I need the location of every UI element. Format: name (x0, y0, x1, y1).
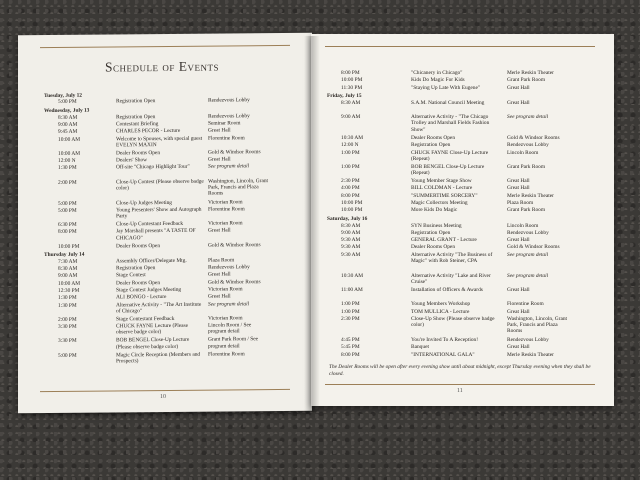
event-time: 1:00 PM (341, 163, 360, 170)
event-time: 8:00 PM (58, 229, 77, 236)
event-location: Rendezvous Lobby (507, 229, 549, 236)
event-location: Lincoln Room / See program detail (208, 322, 252, 336)
event-title: Young Member Stage Show (411, 178, 472, 185)
event-location: Great Hall (507, 84, 530, 91)
event-title: ALI BONGO - Lecture (116, 294, 167, 301)
event-title: Off-site "Chicago Highlight Tour" (116, 164, 190, 171)
bottom-rule (40, 389, 290, 392)
event-title: Alternative Activity "Lake and River Cruise" (411, 272, 491, 286)
page-number-left: 10 (160, 393, 166, 401)
event-title: "INTERNATIONAL GALA" (411, 351, 475, 358)
event-title: GENERAL GRANT - Lecture (411, 237, 477, 244)
top-rule (40, 45, 290, 48)
event-title: Alternative Activity "The Business of Magic" with Rob Steiner, CPA (411, 251, 493, 264)
event-time: 2:00 PM (58, 316, 77, 323)
event-time: 9:30 AM (341, 244, 361, 251)
event-location: Florentine Room (507, 301, 544, 308)
event-title: Close-Up Contestant Feedback (116, 220, 184, 228)
event-title: You're Invited To A Reception! (411, 336, 479, 343)
event-title: Young Presenters' Show and Autograph Party (116, 206, 202, 220)
day-heading: Wednesday, July 13 (44, 107, 90, 115)
event-time: 8:30 AM (341, 99, 361, 106)
event-time: 10:00 PM (58, 243, 80, 250)
event-location: Florentine Room (208, 206, 245, 213)
event-location: Rendezvous Lobby (208, 97, 250, 105)
event-time: 6:30 PM (58, 221, 77, 229)
event-location: Great Hall (208, 227, 231, 235)
event-title: Welcome to Spouses, with special guest EVELYN MAXIN (116, 135, 203, 149)
event-time: 9:00 AM (58, 273, 78, 280)
event-time: 12:00 N (341, 142, 359, 149)
event-time: 10:00 AM (58, 136, 81, 143)
page-title: Schedule of Events (105, 58, 220, 75)
day-heading: Tuesday, July 12 (44, 92, 82, 100)
event-location: Plaza Room (507, 200, 534, 206)
event-time: 5:00 PM (58, 352, 77, 359)
event-time: 1:30 PM (58, 302, 77, 309)
event-title: Dealers' Show (116, 157, 148, 164)
day-heading: Friday, July 15 (327, 93, 362, 100)
bottom-rule-right (325, 384, 595, 385)
event-time: 3:30 PM (58, 323, 77, 331)
event-time: 8:00 PM (341, 192, 360, 199)
event-location: Great Hall (507, 178, 530, 185)
event-title: Jay Marshall presents "A TASTE OF CHICAGO" (116, 228, 196, 242)
event-location: Florentine Room (208, 134, 245, 142)
event-time: 8:30 AM (58, 114, 78, 121)
event-title: Registration Open (116, 113, 156, 121)
event-time: 1:30 PM (58, 295, 77, 302)
event-title: Registration Open (116, 265, 156, 272)
event-location: Seminar Room (208, 120, 241, 127)
event-location: See program detail (208, 300, 250, 308)
event-time: 2:30 PM (341, 178, 360, 185)
event-title: Contestant Briefing (116, 120, 159, 128)
event-time: 10:00 AM (58, 280, 81, 287)
event-location: Lincoln Room (507, 222, 539, 229)
event-title: CHARLES PECOR - Lecture (116, 128, 181, 135)
event-time: 10:30 AM (341, 135, 364, 142)
event-location: Florentine Room (208, 350, 245, 358)
event-title: S.A.M. National Council Meeting (411, 99, 485, 106)
event-title: More Kids Do Magic (411, 207, 458, 214)
event-time: 1:00 PM (341, 149, 360, 156)
book-gutter (304, 36, 320, 412)
event-location: Gold & Windsor Rooms (208, 148, 261, 156)
event-time: 4:45 PM (341, 336, 360, 343)
event-location: See program detail (208, 163, 250, 170)
event-location: Grant Park Room / See program detail (208, 336, 259, 350)
event-time: 11:30 PM (341, 84, 363, 91)
event-time: 5:45 PM (341, 344, 360, 351)
event-location: Washington, Lincoln, Grant Park, Francis and Plaza Rooms (507, 315, 568, 335)
event-title: Close-Up Show (Please observe badge color) (411, 315, 495, 329)
event-title: Dealer Rooms Open (411, 244, 456, 251)
event-title: Registration Open (411, 229, 451, 236)
event-time: 1:30 PM (58, 165, 77, 172)
event-time: 9:00 AM (58, 121, 78, 128)
event-title: Magic Collectors Meeting (411, 200, 468, 206)
event-time: 12:30 PM (58, 287, 80, 294)
event-location: Merle Reskin Theater (507, 192, 554, 199)
event-location: Lincoln Room (507, 149, 539, 156)
event-location: See program detail (507, 114, 549, 120)
event-location: Merle Reskin Theater (507, 351, 554, 358)
event-title: Stage Contestant Feedback (116, 315, 175, 323)
event-time: 9:30 AM (341, 251, 361, 258)
event-title: BOB BENGEL Close-Up Lecture (Please observe badge color) (116, 337, 190, 351)
event-location: Gold & Windsor Rooms (507, 135, 560, 142)
event-time: 9:45 AM (58, 128, 78, 136)
event-title: "Staying Up Late With Eugene" (411, 84, 481, 91)
event-location: Rendezvous Lobby (208, 264, 250, 271)
event-title: Stage Contest Judges Meeting (116, 286, 182, 294)
event-time: 10:00 PM (341, 77, 363, 84)
event-time: 1:00 PM (341, 308, 360, 315)
event-title: Close-Up Judges Meeting (116, 199, 172, 207)
event-location: Great Hall (208, 271, 231, 279)
event-time: 2:00 PM (58, 179, 77, 186)
right-page (311, 34, 614, 406)
event-location: Victorian Room (208, 286, 243, 293)
event-title: "SUMMERTIME SORCERY" (411, 192, 478, 199)
event-time: 8:30 AM (341, 222, 361, 229)
event-title: Young Members Workshop (411, 301, 471, 308)
event-title: "Chicanery in Chicago" (411, 70, 463, 76)
event-title: Stage Contest (116, 272, 146, 279)
event-location: Great Hall (208, 156, 231, 163)
event-time: 12:00 N (58, 157, 76, 164)
event-title: Installation of Officers & Awards (411, 287, 483, 293)
event-time: 2:30 PM (341, 315, 360, 322)
event-location: Washington, Lincoln, Grant Park, Francis and Plaza Rooms (208, 177, 269, 197)
left-page (18, 33, 312, 414)
event-title: CHUCK FAYNE Lecture (Please observe badge color) (116, 322, 189, 336)
event-location: Victorian Room (208, 220, 243, 227)
event-time: 5:00 PM (58, 207, 77, 214)
event-location: Gold & Windsor Rooms (507, 244, 560, 251)
event-time: 3:30 PM (58, 338, 77, 345)
event-time: 4:00 PM (341, 185, 360, 192)
event-location: Great Hall (507, 287, 530, 293)
event-location: See program detail (507, 272, 549, 279)
event-location: Victorian Room (208, 198, 243, 206)
event-time: 9:00 AM (341, 229, 361, 236)
event-time: 8:30 AM (58, 265, 78, 273)
event-location: Gold & Windsor Rooms (208, 278, 261, 286)
event-time: 5:00 PM (58, 200, 77, 207)
page-number-right: 11 (457, 388, 463, 394)
event-location: Rendezvous Lobby (507, 336, 549, 343)
event-location: Great Hall (208, 127, 231, 134)
event-title: Registration Open (116, 98, 156, 105)
event-location: Grant Park Room (507, 163, 546, 170)
event-title: BOB BENGEL Close-Up Lecture (Repeat) (411, 163, 485, 177)
event-title: CHUCK FAYNE Close-Up Lecture (Repeat) (411, 149, 489, 162)
event-title: Dealer Rooms Open (116, 279, 161, 287)
event-title: Registration Open (411, 142, 451, 149)
event-title: Dealer Rooms Open (411, 135, 456, 142)
event-title: Magic Circle Reception (Members and Prospects) (116, 351, 201, 365)
dealer-rooms-footnote: The Dealer Rooms will be open after every evening show until about midnight, except Thursday evening when they shall be closed. (329, 364, 591, 377)
event-time: 10:00 PM (341, 200, 363, 206)
program-booklet (18, 26, 618, 414)
event-title: Kids Do Magic For Kids (411, 77, 465, 84)
event-location: Gold & Windsor Rooms (208, 241, 261, 249)
event-title: Alternative Activity - "The Art Institute of Chicago" (116, 301, 202, 315)
event-time: 8:00 PM (341, 70, 360, 76)
event-title: Close-Up Contest (Please observe badge color) (116, 178, 204, 192)
event-location: Victorian Room (208, 315, 243, 322)
event-location: Plaza Room (208, 257, 235, 264)
event-title: Banquet (411, 344, 429, 351)
event-title: Alternative Activity - "The Chicago Trolley and Marshall Fields Fashion Show" (411, 114, 490, 133)
event-location: See program detail (507, 251, 549, 258)
event-time: 10:30 AM (341, 272, 364, 279)
event-location: Great Hall (507, 237, 530, 244)
event-time: 9:30 AM (341, 237, 361, 244)
event-location: Rendezvous Lobby (208, 112, 250, 120)
day-heading: Thursday July 14 (44, 252, 85, 259)
event-time: 10:00 PM (341, 207, 363, 214)
event-title: BILL COLDMAN - Lecture (411, 185, 473, 192)
event-time: 10:00 AM (58, 150, 81, 157)
event-location: Merle Reskin Theater (507, 70, 554, 76)
event-location: Great Hall (507, 99, 530, 106)
event-time: 5:00 PM (58, 99, 77, 106)
event-location: Grant Park Room (507, 77, 546, 84)
event-title: Dealer Rooms Open (116, 242, 161, 250)
event-time: 11:00 AM (341, 287, 363, 293)
event-time: 9:00 AM (341, 114, 361, 120)
event-location: Grant Park Room (507, 207, 546, 214)
event-title: SYN Business Meeting (411, 222, 462, 229)
event-time: 8:00 PM (341, 351, 360, 358)
event-title: Dealer Rooms Open (116, 149, 161, 157)
event-location: Great Hall (208, 293, 231, 300)
event-location: Great Hall (507, 344, 530, 351)
event-time: 1:00 PM (341, 301, 360, 308)
event-title: TOM MULLICA - Lecture (411, 308, 470, 315)
event-location: Great Hall (507, 308, 530, 315)
event-title: Assembly Officer/Delegate Mtg. (116, 257, 187, 265)
event-location: Great Hall (507, 185, 530, 192)
day-heading: Saturday, July 16 (327, 216, 368, 223)
event-time: 7:30 AM (58, 258, 78, 265)
event-location: Rendezvous Lobby (507, 142, 549, 149)
top-rule-right (325, 46, 595, 47)
